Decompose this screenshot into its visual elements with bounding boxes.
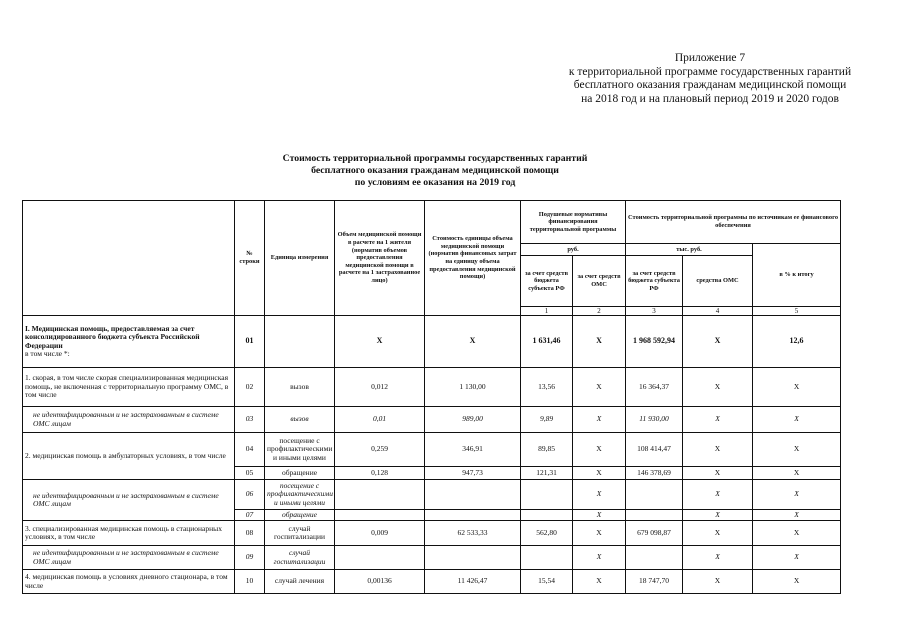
- row-oms: X: [573, 510, 626, 521]
- row-budget: 15,54: [521, 570, 573, 594]
- row-unit-cost: 947,73: [425, 467, 521, 480]
- header-row-no: № строки: [235, 201, 265, 316]
- row-oms-thous: X: [683, 480, 753, 510]
- header-unit-cost: Стоимость единицы объема медицинской помощи (норматив финансовых затрат на единицу объема предоставления медицинской помощи): [425, 201, 521, 316]
- row-unit-cost: 1 130,00: [425, 368, 521, 407]
- row-oms: X: [573, 521, 626, 546]
- row-name-text: I. Медицинская помощь, предоставляемая за счет консолидированного бюджета субъекта Российской Федерации: [25, 323, 200, 350]
- table-row: [23, 433, 841, 467]
- row-budget-thous: 679 098,87: [626, 521, 683, 546]
- row-name-sub: в том числе *:: [25, 349, 70, 358]
- row-oms: X: [573, 546, 626, 570]
- row-oms: X: [573, 316, 626, 368]
- row-volume: [335, 546, 425, 570]
- row-unit-cost: 11 426,47: [425, 570, 521, 594]
- header-oms-2: средства ОМС: [683, 256, 753, 307]
- row-oms-thous: X: [683, 316, 753, 368]
- header-oms: за счет средств ОМС: [573, 256, 626, 307]
- row-percent: X: [753, 521, 841, 546]
- row-percent: X: [753, 570, 841, 594]
- table-row: [23, 546, 841, 570]
- col-number: 2: [573, 307, 626, 316]
- row-unit-cost: [425, 546, 521, 570]
- row-volume: 0,009: [335, 521, 425, 546]
- row-volume: [335, 510, 425, 521]
- row-budget-thous: 11 930,00: [626, 407, 683, 433]
- row-percent: X: [753, 368, 841, 407]
- row-name: не идентифицированным и не застрахованным в системе ОМС лицам: [23, 480, 235, 521]
- header-unit: Единица измерения: [265, 201, 335, 316]
- row-unit-cost: 989,00: [425, 407, 521, 433]
- row-unit-cost: 62 533,33: [425, 521, 521, 546]
- row-unit-cost: 346,91: [425, 433, 521, 467]
- appendix-line-1: Приложение 7: [674, 52, 746, 64]
- row-budget-thous: 16 364,37: [626, 368, 683, 407]
- row-oms-thous: X: [683, 521, 753, 546]
- appendix-line-3: бесплатного оказания гражданам медицинской помощи: [573, 79, 847, 91]
- table-row: [23, 521, 841, 546]
- document-title: [200, 153, 670, 189]
- header-budget: за счет средств бюджета субъекта РФ: [521, 256, 573, 307]
- row-budget: 89,85: [521, 433, 573, 467]
- row-budget: [521, 480, 573, 510]
- row-budget-thous: [626, 546, 683, 570]
- row-volume: 0,01: [335, 407, 425, 433]
- table-row: [23, 316, 841, 368]
- row-no: 04: [235, 433, 265, 467]
- row-volume: 0,128: [335, 467, 425, 480]
- row-oms: X: [573, 433, 626, 467]
- row-unit: обращение: [265, 510, 335, 521]
- row-unit: случай госпитализации: [265, 546, 335, 570]
- row-no: 01: [235, 316, 265, 368]
- row-unit: вызов: [265, 407, 335, 433]
- col-number: 5: [753, 307, 841, 316]
- row-name: [23, 316, 235, 368]
- row-oms-thous: X: [683, 510, 753, 521]
- row-budget: 562,80: [521, 521, 573, 546]
- header-volume: Объем медицинской помощи в расчете на 1 жителя (норматив объемов предоставления медицинской помощи в расчете на 1 застрахованное лицо): [335, 201, 425, 316]
- row-oms-thous: X: [683, 433, 753, 467]
- row-oms-thous: X: [683, 407, 753, 433]
- row-oms-thous: X: [683, 467, 753, 480]
- header-percent: в % к итогу: [753, 244, 841, 307]
- row-percent: X: [753, 510, 841, 521]
- cost-table: [22, 200, 841, 594]
- row-oms-thous: X: [683, 546, 753, 570]
- row-budget: 1 631,46: [521, 316, 573, 368]
- row-percent: X: [753, 546, 841, 570]
- row-oms-thous: X: [683, 368, 753, 407]
- row-no: 07: [235, 510, 265, 521]
- title-line-1: Стоимость территориальной программы государственных гарантий: [282, 153, 588, 164]
- row-volume: [335, 480, 425, 510]
- row-volume: 0,259: [335, 433, 425, 467]
- row-unit: случай лечения: [265, 570, 335, 594]
- col-number: 3: [626, 307, 683, 316]
- row-budget-thous: 108 414,47: [626, 433, 683, 467]
- title-line-2: бесплатного оказания гражданам медицинской помощи: [311, 165, 559, 176]
- row-oms: X: [573, 368, 626, 407]
- col-number: 4: [683, 307, 753, 316]
- table-row: [23, 368, 841, 407]
- row-name: не идентифицированным и не застрахованным в системе ОМС лицам: [23, 407, 235, 433]
- row-unit: посещение с профилактическими и иными целями: [265, 433, 335, 467]
- appendix-line-2: к территориальной программе государственных гарантий: [568, 65, 852, 78]
- row-budget: 9,89: [521, 407, 573, 433]
- row-volume: X: [335, 316, 425, 368]
- col-number: 1: [521, 307, 573, 316]
- row-volume: 0,00136: [335, 570, 425, 594]
- row-no: 05: [235, 467, 265, 480]
- row-budget: [521, 510, 573, 521]
- row-budget-thous: [626, 510, 683, 521]
- row-no: 06: [235, 480, 265, 510]
- row-oms: X: [573, 407, 626, 433]
- row-no: 02: [235, 368, 265, 407]
- row-unit: случай госпитализации: [265, 521, 335, 546]
- row-name: 3. специализированная медицинская помощь в стационарных условиях, в том числе: [23, 521, 235, 546]
- row-percent: X: [753, 480, 841, 510]
- row-oms: X: [573, 467, 626, 480]
- header-budget-2: за счет средств бюджета субъекта РФ: [626, 256, 683, 307]
- row-no: 08: [235, 521, 265, 546]
- row-percent: X: [753, 407, 841, 433]
- row-budget-thous: [626, 480, 683, 510]
- row-no: 03: [235, 407, 265, 433]
- row-budget-thous: 18 747,70: [626, 570, 683, 594]
- row-budget: 121,31: [521, 467, 573, 480]
- appendix-header: [520, 52, 900, 106]
- title-line-3: по условиям ее оказания на 2019 год: [354, 177, 516, 188]
- row-name: 4. медицинская помощь в условиях дневного стационара, в том числе: [23, 570, 235, 594]
- header-per-capita: Подушевые нормативы финансирования территориальной программы: [521, 201, 626, 244]
- row-budget: [521, 546, 573, 570]
- row-unit: обращение: [265, 467, 335, 480]
- row-budget-thous: 1 968 592,94: [626, 316, 683, 368]
- row-budget: 13,56: [521, 368, 573, 407]
- row-name: 2. медицинская помощь в амбулаторных условиях, в том числе: [23, 433, 235, 480]
- row-volume: 0,012: [335, 368, 425, 407]
- row-unit-cost: [425, 510, 521, 521]
- header-thous-rub: тыс. руб.: [626, 244, 753, 256]
- row-percent: X: [753, 433, 841, 467]
- row-percent: 12,6: [753, 316, 841, 368]
- row-budget-thous: 146 378,69: [626, 467, 683, 480]
- table-row: [23, 480, 841, 510]
- row-percent: X: [753, 467, 841, 480]
- header-empty-cell: [23, 201, 235, 316]
- appendix-line-4: на 2018 год и на плановый период 2019 и 2020 годов: [581, 92, 839, 105]
- header-row-1: [23, 201, 841, 244]
- row-no: 10: [235, 570, 265, 594]
- table-row: [23, 407, 841, 433]
- row-oms: X: [573, 570, 626, 594]
- row-name: не идентифицированным и не застрахованным в системе ОМС лицам: [23, 546, 235, 570]
- header-program-cost: Стоимость территориальной программы по источникам ее финансового обеспечения: [626, 201, 841, 244]
- row-no: 09: [235, 546, 265, 570]
- row-unit: [265, 316, 335, 368]
- table-row: [23, 570, 841, 594]
- row-unit: вызов: [265, 368, 335, 407]
- row-oms: X: [573, 480, 626, 510]
- header-rub: руб.: [521, 244, 626, 256]
- row-name: 1. скорая, в том числе скорая специализированная медицинская помощь, не включенная с территориальную программу ОМС, в том числе: [23, 368, 235, 407]
- row-unit-cost: X: [425, 316, 521, 368]
- row-unit: посещение с профилактическими и иными целями: [265, 480, 335, 510]
- row-unit-cost: [425, 480, 521, 510]
- row-oms-thous: X: [683, 570, 753, 594]
